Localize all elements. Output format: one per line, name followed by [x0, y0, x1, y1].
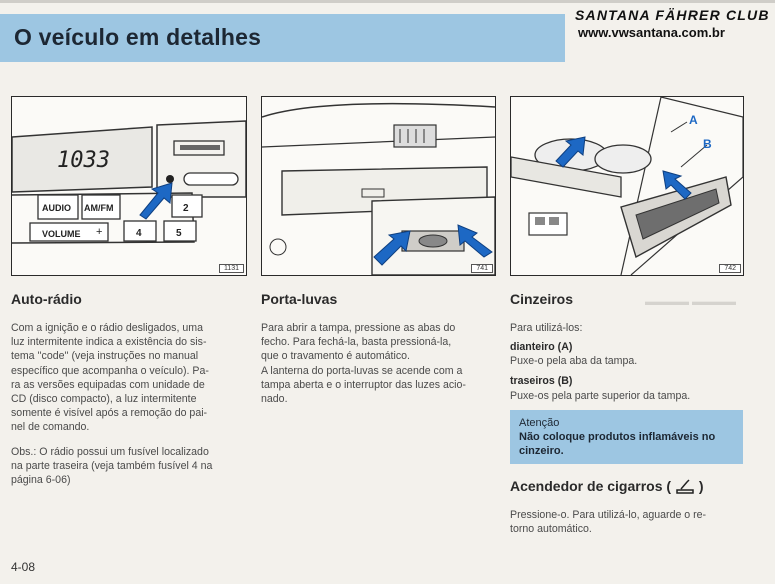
preset-5-label: 5	[176, 228, 182, 239]
volume-label: VOLUME	[42, 229, 81, 239]
figure-radio	[11, 96, 247, 276]
warning-text: Não coloque produtos inflamáveis no cinzeiro.	[519, 431, 716, 457]
figure-number: 1131	[219, 264, 244, 273]
label-b: B	[703, 137, 712, 151]
figure-number: 741	[471, 264, 493, 273]
rear-ashtray-title: traseiros (B)	[510, 375, 573, 387]
heading-cigarette-lighter: Acendedor de cigarros ( )	[510, 478, 704, 497]
radio-illustration	[12, 97, 246, 275]
amfm-button-label: AM/FM	[84, 203, 114, 213]
figure-ashtrays	[510, 96, 744, 276]
section-title-bar	[0, 14, 565, 62]
rear-ashtray-text: Puxe-os pela parte superior da tampa.	[510, 390, 691, 402]
preset-2-label: 2	[183, 203, 189, 214]
ashtray-intro: Para utilizá-los:	[510, 322, 583, 334]
preset-4-label: 4	[136, 228, 142, 239]
cigarette-lighter-icon	[675, 478, 695, 497]
heading-glovebox: Porta-luvas	[261, 291, 338, 307]
club-url: www.vwsantana.com.br	[578, 25, 725, 40]
glovebox-text: Para abrir a tampa, pressione as abas do fecho. Para fechá-la, basta pressioná-la, que o travamento é automático. A lanterna do porta-luvas se acende com a tampa aberta e o interruptor das luzes acio- nado.	[261, 322, 466, 406]
top-rule	[0, 0, 775, 3]
front-ashtray-title: dianteiro (A)	[510, 341, 573, 353]
auto-radio-obs: Obs.: O rádio possui um fusível localizado na parte traseira (veja também fusível 4 na página 6-06)	[11, 446, 213, 487]
warning-box	[510, 410, 743, 464]
heading-ashtrays: Cinzeiros	[510, 291, 574, 307]
section-title: O veículo em detalhes	[14, 24, 262, 50]
club-name: SANTANA FÄHRER CLUB	[575, 7, 770, 23]
audio-button-label: AUDIO	[42, 203, 71, 213]
radio-display-text: 1033	[57, 148, 110, 173]
ashtray-illustration	[511, 97, 743, 275]
warning-title: Atenção	[519, 417, 560, 429]
volume-plus-label: +	[96, 226, 103, 238]
glovebox-illustration	[262, 97, 495, 275]
bleed-through-text: ▬▬▬▬ ▬▬▬▬	[645, 296, 737, 308]
figure-number: 742	[719, 264, 741, 273]
front-ashtray-text: Puxe-o pela aba da tampa.	[510, 355, 638, 367]
label-a: A	[689, 113, 698, 127]
figure-glovebox	[261, 96, 496, 276]
auto-radio-text: Com a ignição e o rádio desligados, uma luz intermitente indica a existência do sis- tema ''code'' (veja instruções no manual específico que acompanha o veículo). Pa- ra as versões equipadas com unidade de CD (disco compacto), a luz intermitente somente é visível após a remoção do pai- nel de comando.	[11, 322, 209, 434]
page-number: 4-08	[11, 560, 36, 574]
cigarette-lighter-text: Pressione-o. Para utilizá-lo, aguarde o re- torno automático.	[510, 509, 707, 536]
heading-auto-radio: Auto-rádio	[11, 291, 82, 307]
